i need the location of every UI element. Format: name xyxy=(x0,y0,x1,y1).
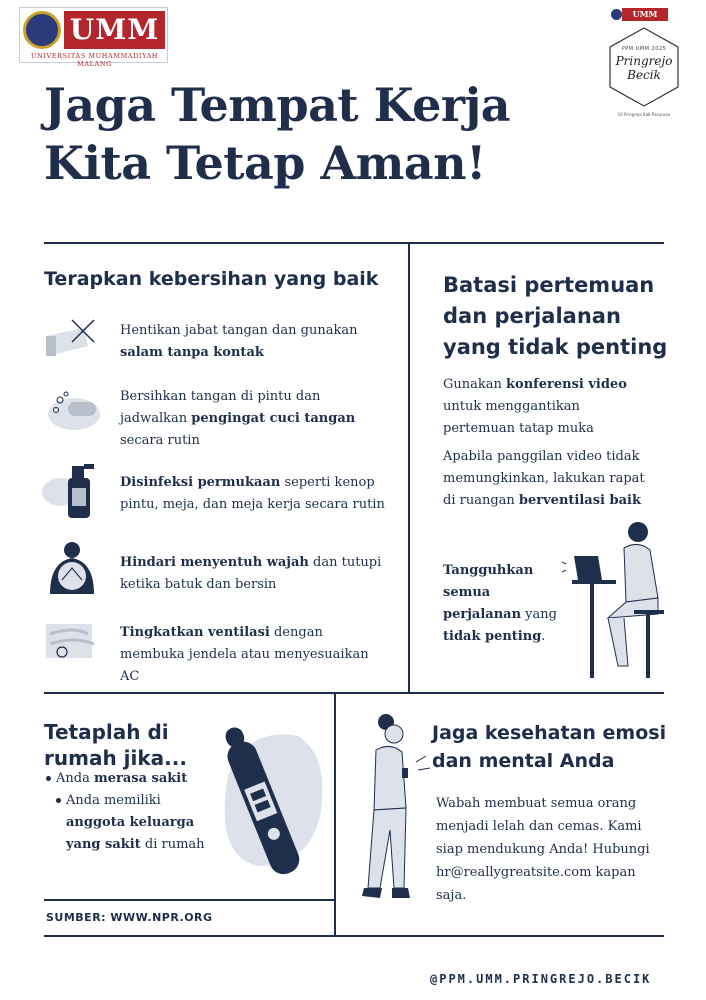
wind-icon xyxy=(44,618,100,664)
stay-home-bullet-1: Anda merasa sakit xyxy=(56,768,206,790)
meetings-heading: Batasi pertemuan dan perjalanan yang tidak penting xyxy=(443,273,668,359)
divider-source xyxy=(44,899,334,901)
umm-logo-text: UMM xyxy=(64,11,165,49)
hygiene-tip-5: Tingkatkan ventilasi dengan membuka jendela atau menyesuaikan AC xyxy=(120,625,369,684)
meetings-paragraph-3: Tangguhkan semua perjalanan yang tidak penting. xyxy=(443,563,557,644)
divider-vertical-upper xyxy=(408,242,410,693)
spray-bottle-icon xyxy=(40,456,100,520)
divider-top xyxy=(44,242,664,244)
umm-logo-subtitle: UNIVERSITAS MUHAMMADIYAH MALANG xyxy=(30,52,159,68)
meetings-paragraph-1: Gunakan konferensi video untuk menggantikan pertemuan tatap muka xyxy=(443,377,627,436)
badge-name: Pringrejo Becik xyxy=(615,54,673,82)
source-text: SUMBER: WWW.NPR.ORG xyxy=(46,911,213,924)
soap-hand-icon xyxy=(44,388,102,436)
pringrejo-becik-badge xyxy=(604,6,684,124)
stay-home-bullet-2: Anda memiliki anggota keluarga yang sakit di rumah xyxy=(66,790,206,856)
hygiene-tip-4: Hindari menyentuh wajah dan tutupi ketika batuk dan bersin xyxy=(120,555,382,592)
hygiene-heading: Terapkan kebersihan yang baik xyxy=(44,268,379,290)
social-handle: @PPM.UMM.PRINGREJO.BECIK xyxy=(430,972,652,986)
umm-seal-icon xyxy=(23,11,61,49)
hygiene-tip-1: Hentikan jabat tangan dan gunakan salam tanpa kontak xyxy=(120,323,358,360)
face-cover-icon xyxy=(44,540,100,596)
thermometer-illustration-icon xyxy=(208,716,330,892)
handshake-icon xyxy=(44,316,100,360)
divider-vertical-lower xyxy=(334,692,336,936)
page-title: Jaga Tempat Kerja Kita Tetap Aman! xyxy=(44,78,511,190)
mental-health-heading: Jaga kesehatan emosi dan mental Anda xyxy=(432,722,667,772)
divider-bottom xyxy=(44,935,664,937)
woman-laptop-illustration-icon xyxy=(562,518,666,682)
mental-health-body: Wabah membuat semua orang menjadi lelah dan cemas. Kami siap mendukung Anda! Hubungi hr@reallygreatsite.com kapan saja. xyxy=(436,796,650,903)
badge-bottom-text: 16 Pringrejo Kab Pasuruan xyxy=(617,112,671,117)
divider-middle xyxy=(44,692,664,694)
hygiene-tip-2: Bersihkan tangan di pintu dan jadwalkan pengingat cuci tangan secara rutin xyxy=(120,389,356,448)
badge-mini-logo: UMM xyxy=(622,8,668,21)
umm-logo xyxy=(19,7,168,68)
badge-top-text: PPM UMM 2025 xyxy=(621,46,667,52)
woman-phone-illustration-icon xyxy=(356,712,434,902)
meetings-paragraph-2: Apabila panggilan video tidak memungkinkan, lakukan rapat di ruangan berventilasi baik xyxy=(443,449,645,508)
stay-home-heading: Tetaplah di rumah jika... xyxy=(44,720,187,770)
hygiene-tip-3: Disinfeksi permukaan seperti kenop pintu, meja, dan meja kerja secara rutin xyxy=(120,475,385,512)
